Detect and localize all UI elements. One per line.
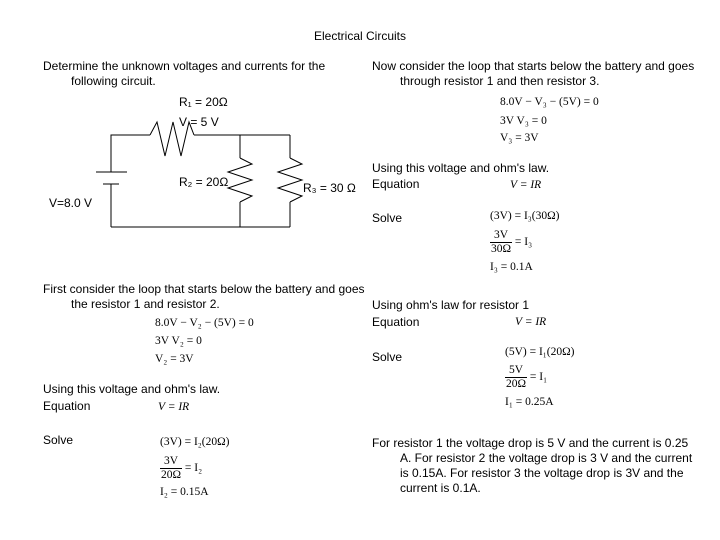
left-equation: V = IR: [158, 401, 190, 413]
page-title: Electrical Circuits: [314, 29, 407, 43]
fraction-rhs: = I₁: [529, 371, 548, 384]
resistor-r2-zigzag: [228, 158, 252, 202]
right-intro: Now consider the loop that starts below the battery and goes through resistor 1 and then resistor 3.: [372, 59, 695, 88]
loop3-eq-line1: 8.0V − V₃ − (5V) = 0: [500, 96, 599, 108]
fraction-rhs: = I₃: [514, 236, 533, 249]
right-r1-solve-result: I₁ = 0.25A: [505, 396, 554, 408]
top-wire-left: [111, 135, 150, 150]
right-r1-solve-label: Solve: [372, 350, 403, 364]
voltage-label: V = 5 V: [179, 115, 219, 129]
r3-label: R₃ = 30 Ω: [303, 181, 356, 195]
right-ohms-text: Using this voltage and ohm's law.: [372, 161, 550, 175]
loop3-eq-line2: 3V V₃ = 0: [500, 115, 547, 127]
right-r1-equation-label: Equation: [372, 315, 420, 329]
right-solve-result: I₃ = 0.1A: [490, 261, 533, 273]
left-ohms-text: Using this voltage and ohm's law.: [43, 382, 221, 396]
fraction-rhs: = I₂: [184, 462, 203, 475]
left-solve-label: Solve: [43, 433, 74, 447]
loop2-eq-line2: 3V V₂ = 0: [155, 335, 202, 347]
right-r1-text: Using ohm's law for resistor 1: [372, 298, 530, 312]
right-equation: V = IR: [510, 179, 542, 191]
loop2-eq-line1: 8.0V − V₂ − (5V) = 0: [155, 317, 254, 329]
fraction-numerator: 5V: [505, 364, 527, 378]
fraction-numerator: 3V: [490, 229, 512, 243]
right-r1-equation: V = IR: [515, 316, 547, 328]
left-solve-line1: (3V) = I₂(20Ω): [160, 436, 230, 448]
right-solve-line1: (3V) = I₃(30Ω): [490, 210, 560, 222]
loop3-eq-line3: V₃ = 3V: [500, 132, 539, 144]
left-intro: Determine the unknown voltages and currents for the following circuit.: [43, 59, 326, 88]
left-solve-result: I₂ = 0.15A: [160, 486, 209, 498]
conclusion-text: For resistor 1 the voltage drop is 5 V and the current is 0.25 A. For resistor 2 the voltage drop is 3 V and the current is 0.15A. For resistor 3 the voltage drop is 3V and the current is 0.1A.: [372, 436, 693, 495]
right-solve-fraction: [490, 229, 532, 256]
right-r1-solve-fraction: [505, 364, 547, 391]
loop2-eq-line3: V₂ = 3V: [155, 353, 194, 365]
left-solve-fraction: [160, 455, 202, 482]
right-equation-label: Equation: [372, 177, 420, 191]
right-r1-solve-line1: (5V) = I₁(20Ω): [505, 346, 575, 358]
right-solve-label: Solve: [372, 211, 403, 225]
resistor-r3-zigzag: [278, 158, 302, 202]
r1-label: R₁ = 20Ω: [179, 95, 228, 109]
fraction-denominator: 20Ω: [506, 378, 527, 390]
fraction-numerator: 3V: [160, 455, 182, 469]
battery-label: V=8.0 V: [49, 196, 93, 210]
left-equation-label: Equation: [43, 399, 91, 413]
r2-label: R₂ = 20Ω: [179, 175, 229, 189]
left-loop2-text: First consider the loop that starts below the battery and goes the resistor 1 and resistor 2.: [43, 282, 365, 311]
fraction-denominator: 20Ω: [161, 469, 182, 481]
fraction-denominator: 30Ω: [491, 243, 512, 255]
